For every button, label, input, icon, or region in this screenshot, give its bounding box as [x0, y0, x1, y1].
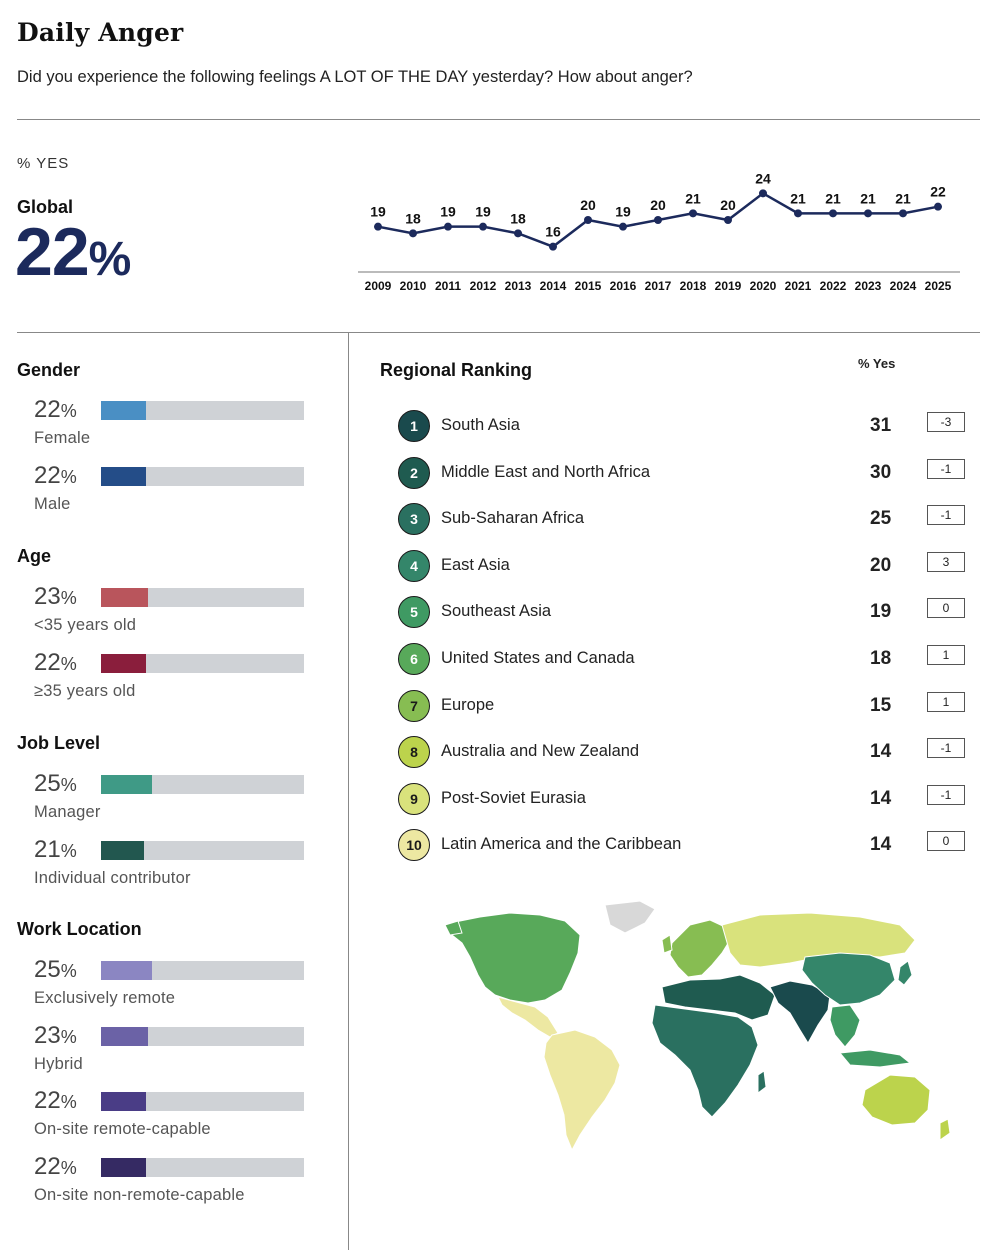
demo-value [34, 1155, 77, 1179]
region-value: 15 [870, 694, 892, 716]
x-tick-2018: 2018 [679, 279, 707, 293]
demo-value-unit: % [60, 588, 77, 608]
demo-label: Individual contributor [34, 869, 191, 887]
x-tick-2014: 2014 [539, 279, 567, 293]
region-name: Middle East and North Africa [441, 462, 651, 481]
map-region-europe [670, 920, 730, 977]
demo-value-unit: % [60, 401, 77, 421]
demo-label: Exclusively remote [34, 989, 176, 1007]
demo-value-number: 22 [34, 462, 61, 489]
map-region-uk [662, 935, 672, 953]
map-region-south-america [544, 1030, 620, 1150]
ranking-row [398, 643, 968, 675]
demo-bar-track [101, 1092, 304, 1111]
world-map [440, 895, 960, 1157]
data-label-2009: 19 [370, 203, 386, 220]
page-title: Daily Anger [17, 18, 184, 47]
demo-value [34, 772, 77, 796]
data-point-2024 [899, 209, 907, 217]
demo-value [34, 651, 77, 675]
demo-bar-track [101, 467, 304, 486]
ranking-row [398, 783, 968, 815]
x-tick-2024: 2024 [889, 279, 917, 293]
region-name: United States and Canada [441, 649, 635, 667]
demo-label: Manager [34, 803, 101, 821]
rank-badge: 5 [398, 596, 430, 628]
data-point-2020 [759, 189, 767, 197]
x-tick-2011: 2011 [434, 279, 462, 293]
demo-value [34, 1089, 77, 1113]
region-value: 30 [870, 461, 892, 483]
map-region-australia [862, 1075, 930, 1125]
data-point-2021 [794, 209, 802, 217]
demo-value-number: 22 [34, 396, 61, 423]
rank-badge: 7 [398, 690, 430, 722]
demo-bar-track [101, 961, 304, 980]
demo-bar-fill [101, 841, 144, 860]
demo-value [34, 838, 77, 862]
ranking-row [398, 550, 968, 582]
x-tick-2025: 2025 [924, 279, 952, 293]
demo-value-number: 25 [34, 956, 61, 983]
x-tick-2009: 2009 [364, 279, 392, 293]
x-tick-2021: 2021 [784, 279, 812, 293]
demo-value [34, 1024, 77, 1048]
map-region-us-canada [450, 913, 580, 1003]
demo-value [34, 464, 77, 488]
data-label-2021: 21 [790, 190, 806, 207]
demo-bar-fill [101, 401, 146, 420]
map-region-indonesia [840, 1050, 910, 1067]
x-tick-2020: 2020 [749, 279, 777, 293]
demo-bar-fill [101, 775, 152, 794]
demo-bar-fill [101, 654, 146, 673]
demo-value-unit: % [60, 467, 77, 487]
region-name: Post-Soviet Eurasia [441, 788, 586, 807]
data-point-2014 [549, 243, 557, 251]
demo-value-number: 21 [34, 836, 61, 863]
rank-badge: 8 [398, 736, 430, 768]
region-value: 31 [870, 415, 892, 436]
x-tick-2012: 2012 [469, 279, 497, 293]
x-tick-2017: 2017 [644, 279, 672, 293]
demo-value-number: 22 [34, 1087, 61, 1114]
demo-value-unit: % [60, 841, 77, 861]
rank-change-box: 1 [927, 692, 965, 712]
ranking-row [398, 690, 968, 722]
x-tick-2019: 2019 [714, 279, 742, 293]
ranking-row [398, 457, 968, 489]
data-point-2018 [689, 209, 697, 217]
rank-badge: 10 [398, 829, 430, 861]
global-unit: % [88, 233, 131, 286]
region-value: 18 [870, 648, 892, 669]
data-label-2019: 20 [720, 197, 736, 213]
demo-value-unit: % [60, 1158, 77, 1178]
data-label-2018: 21 [685, 190, 701, 207]
region-name: East Asia [441, 555, 510, 574]
region-value: 19 [870, 601, 892, 623]
data-point-2016 [619, 223, 627, 231]
demo-value [34, 398, 77, 422]
demo-value-unit: % [60, 961, 77, 981]
section-gender: Gender [17, 360, 81, 380]
rank-change-box: 0 [927, 831, 965, 851]
data-point-2009 [374, 223, 382, 231]
region-name: South Asia [441, 416, 520, 434]
ranking-row [398, 596, 968, 628]
demo-bar-fill [101, 588, 148, 607]
data-point-2011 [444, 223, 452, 231]
global-label: Global [17, 197, 74, 217]
ranking-title: Regional Ranking [380, 360, 533, 380]
demo-label: Hybrid [34, 1055, 83, 1073]
map-region-sub-saharan [652, 1005, 758, 1117]
map-region-southeast-asia [830, 1005, 860, 1047]
data-label-2012: 19 [475, 203, 491, 220]
data-label-2016: 19 [615, 203, 631, 220]
region-name: Australia and New Zealand [441, 742, 640, 761]
rank-badge: 9 [398, 783, 430, 815]
data-label-2014: 16 [545, 223, 561, 240]
demo-bar-track [101, 775, 304, 794]
demo-bar-track [101, 401, 304, 420]
rank-badge: 2 [398, 457, 430, 489]
rank-change-box: 1 [927, 645, 965, 665]
rank-change-box: 3 [927, 552, 965, 572]
demo-value-number: 23 [34, 583, 61, 610]
x-tick-2015: 2015 [574, 279, 602, 293]
demo-bar-fill [101, 1158, 146, 1177]
data-label-2017: 20 [650, 197, 666, 213]
demo-bar-track [101, 1027, 304, 1046]
region-name: Europe [441, 695, 495, 714]
rank-change-box: 0 [927, 598, 965, 618]
region-name: Latin America and the Caribbean [441, 835, 682, 854]
ranking-row [398, 410, 968, 442]
demo-value-unit: % [60, 1027, 77, 1047]
region-name: Southeast Asia [441, 602, 552, 621]
section-work-location: Work Location [17, 919, 142, 939]
data-label-2023: 21 [860, 190, 876, 207]
ranking-row [398, 736, 968, 768]
demo-value-unit: % [60, 1092, 77, 1112]
map-region-japan [898, 961, 912, 985]
demo-label: <35 years old [34, 616, 137, 634]
data-label-2011: 19 [440, 203, 456, 220]
demo-bar-fill [101, 467, 146, 486]
demo-bar-fill [101, 961, 152, 980]
x-tick-2022: 2022 [819, 279, 847, 293]
region-name: Sub-Saharan Africa [441, 509, 585, 528]
divider-top [17, 119, 980, 120]
data-label-2020: 24 [755, 170, 771, 187]
demo-value [34, 958, 77, 982]
global-number: 22 [15, 214, 89, 290]
data-label-2024: 21 [895, 190, 911, 207]
region-value: 20 [870, 554, 892, 576]
demo-bar-fill [101, 1092, 146, 1111]
demo-label: On-site non-remote-capable [34, 1186, 245, 1204]
demo-value-number: 22 [34, 649, 61, 676]
data-point-2012 [479, 223, 487, 231]
pct-yes-label: % YES [17, 155, 70, 172]
rank-badge: 4 [398, 550, 430, 582]
data-point-2023 [864, 209, 872, 217]
ranking-row [398, 829, 968, 861]
data-point-2010 [409, 229, 417, 237]
data-label-2025: 22 [930, 183, 946, 200]
rank-badge: 6 [398, 643, 430, 675]
demo-bar-fill [101, 1027, 148, 1046]
data-point-2022 [829, 209, 837, 217]
demo-bar-track [101, 588, 304, 607]
demo-bar-track [101, 841, 304, 860]
demo-value-unit: % [60, 775, 77, 795]
rank-badge: 1 [398, 410, 430, 442]
x-tick-2023: 2023 [854, 279, 882, 293]
data-point-2019 [724, 216, 732, 224]
x-tick-2010: 2010 [399, 279, 427, 293]
map-region-greenland [605, 901, 655, 933]
data-label-2015: 20 [580, 197, 596, 213]
demo-label: ≥35 years old [34, 682, 136, 700]
divider-vertical [348, 333, 349, 1250]
rank-change-box: -3 [927, 412, 965, 432]
region-value: 14 [870, 787, 892, 809]
divider-middle [17, 332, 980, 333]
demo-value-unit: % [60, 654, 77, 674]
yes-column-header: % Yes [858, 356, 896, 371]
rank-change-box: -1 [927, 738, 965, 758]
data-label-2010: 18 [405, 210, 421, 227]
rank-change-box: -1 [927, 459, 965, 479]
rank-badge: 3 [398, 503, 430, 535]
demo-bar-track [101, 654, 304, 673]
demo-value-number: 23 [34, 1022, 61, 1049]
demo-value-number: 25 [34, 770, 61, 797]
map-region-new-zealand [940, 1119, 950, 1140]
data-point-2015 [584, 216, 592, 224]
rank-change-box: -1 [927, 505, 965, 525]
ranking-row [398, 503, 968, 535]
data-point-2017 [654, 216, 662, 224]
demo-label: Female [34, 429, 91, 447]
section-age: Age [17, 546, 52, 566]
data-point-2013 [514, 229, 522, 237]
demo-value [34, 585, 77, 609]
data-label-2013: 18 [510, 210, 526, 227]
demo-label: Male [34, 495, 71, 513]
section-job-level: Job Level [17, 733, 101, 753]
map-region-madagascar [758, 1071, 766, 1093]
global-value [15, 214, 131, 290]
region-value: 14 [870, 834, 892, 856]
rank-change-box: -1 [927, 785, 965, 805]
survey-question: Did you experience the following feelings A LOT OF THE DAY yesterday? How about anger? [17, 68, 693, 86]
x-tick-2016: 2016 [609, 279, 637, 293]
demo-value-number: 22 [34, 1153, 61, 1180]
region-value: 14 [870, 741, 892, 763]
demo-bar-track [101, 1158, 304, 1177]
region-value: 25 [870, 508, 892, 530]
data-point-2025 [934, 203, 942, 211]
x-tick-2013: 2013 [504, 279, 532, 293]
demo-label: On-site remote-capable [34, 1120, 211, 1138]
trend-line-chart [355, 160, 965, 300]
data-label-2022: 21 [825, 190, 841, 207]
